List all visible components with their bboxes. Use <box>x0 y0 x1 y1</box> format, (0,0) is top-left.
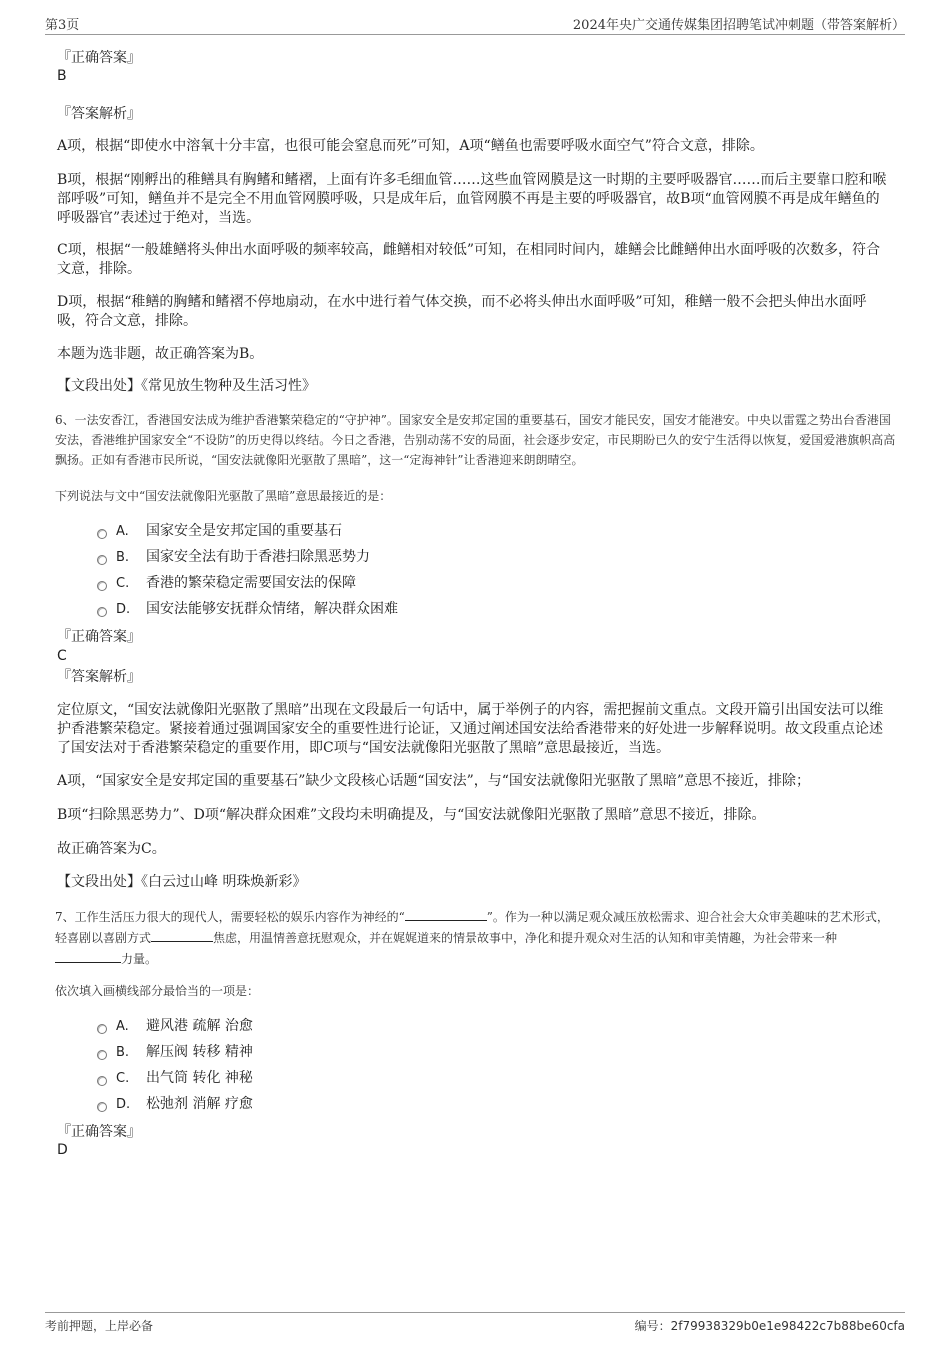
q5-source: 【文段出处】《常见放生物种及生活习性》 <box>57 378 316 394</box>
q5-analysis-c: C项，根据“一般雄鳝将头伸出水面呼吸的频率较高，雌鳝相对较低”可知，在相同时间内，雄鳝会比雌鳝伸出水面呼吸的次数多，符合文意，排除。 <box>57 242 881 277</box>
q7-answer-label: 『正确答案』 <box>57 1124 141 1140</box>
blank-1 <box>405 906 487 921</box>
q6-analysis-bd: B项“扫除黑恶势力”、D项“解决群众困难”文段均未明确提及，与“国安法就像阳光驱散了黑暗”意思不接近，排除。 <box>57 807 766 823</box>
q6-analysis-main: 定位原文，“国安法就像阳光驱散了黑暗”出现在文段最后一句话中，属于举例子的内容，需把握前文重点。文段开篇引出国安法可以维护香港繁荣稳定。紧接着通过强调国家安全的重要性进行论证，又通过阐述国安法给香港带来的好处进一步解释说明。故文段重点论述了国安法对于香港繁荣稳定的重要作用，即C项与“国安法就像阳光驱散了黑暗”意思最接近，当选。 <box>57 702 884 756</box>
radio-icon[interactable] <box>97 581 107 591</box>
q5-analysis-a: A项，根据“即使水中溶氧十分丰富，也很可能会窒息而死”可知，A项“鳝鱼也需要呼吸水面空气”符合文意，排除。 <box>57 138 764 154</box>
q5-conclusion: 本题为选非题，故正确答案为B。 <box>57 346 264 362</box>
q6-option-c[interactable]: C. 香港的繁荣稳定需要国安法的保障 <box>97 574 356 593</box>
radio-icon[interactable] <box>97 1076 107 1086</box>
radio-icon[interactable] <box>97 555 107 565</box>
blank-3 <box>55 948 121 963</box>
radio-icon[interactable] <box>97 529 107 539</box>
q7-question: 依次填入画横线部分最恰当的一项是： <box>55 984 260 998</box>
radio-icon[interactable] <box>97 607 107 617</box>
q5-analysis-label: 『答案解析』 <box>57 106 141 122</box>
q6-analysis-label: 『答案解析』 <box>57 669 141 685</box>
document-title: 2024年央广交通传媒集团招聘笔试冲刺题（带答案解析） <box>572 18 905 33</box>
q6-answer-label: 『正确答案』 <box>57 629 141 645</box>
blank-2 <box>151 927 213 942</box>
q6-source: 【文段出处】《白云过山峰 明珠焕新彩》 <box>57 874 307 890</box>
q6-option-d[interactable]: D. 国安法能够安抚群众情绪，解决群众困难 <box>97 600 398 619</box>
document-code: 编号：2f79938329b0e1e98422c7b88be60cfa <box>634 1319 905 1333</box>
radio-icon[interactable] <box>97 1024 107 1034</box>
q6-option-b[interactable]: B. 国家安全法有助于香港扫除黑恶势力 <box>97 548 370 567</box>
q7-option-b[interactable]: B. 解压阀 转移 精神 <box>97 1043 253 1062</box>
q7-option-a[interactable]: A. 避风港 疏解 治愈 <box>97 1017 253 1036</box>
q6-passage: 6、一法安香江，香港国安法成为维护香港繁荣稳定的“守护神”。国家安全是安邦定国的重要基石，国安才能民安，国安才能港安。中央以雷霆之势出台香港国安法，香港维护国家安全“不设防”的历史得以终结。今日之香港，告别动荡不安的局面，社会逐步安定，市民期盼已久的安宁生活得以恢复，爱国爱港旗帜高高飘扬。正如有香港市民所说，“国安法就像阳光驱散了黑暗”，这一“定海神针”让香港迎来朗朗晴空。 <box>55 413 896 467</box>
radio-icon[interactable] <box>97 1102 107 1112</box>
footer-slogan: 考前押题，上岸必备 <box>45 1319 154 1333</box>
q7-option-d[interactable]: D. 松弛剂 消解 疗愈 <box>97 1095 253 1114</box>
q5-answer-label: 『正确答案』 <box>57 50 141 66</box>
page-header <box>45 14 905 35</box>
q6-question: 下列说法与文中“国安法就像阳光驱散了黑暗”意思最接近的是： <box>55 489 392 503</box>
page-number: 第3页 <box>45 18 80 33</box>
q7-passage: 7、工作生活压力很大的现代人，需要轻松的娱乐内容作为神经的“ ”。作为一种以满足观众减压放松需求、迎合社会大众审美趣味的艺术形式，轻喜剧以喜剧方式 焦虑，用温情善意抚慰观众，并在娓娓道来的情景故事中，净化和提升观众对生活的认知和审美情趣，为社会带来一种力量。 <box>55 906 900 969</box>
q5-analysis-d: D项，根据“稚鳝的胸鳍和鳍褶不停地扇动，在水中进行着气体交换，而不必将头伸出水面呼吸”可知，稚鳝一般不会把头伸出水面呼吸，符合文意，排除。 <box>57 294 867 329</box>
q6-conclusion: 故正确答案为C。 <box>57 841 166 857</box>
q6-option-a[interactable]: A. 国家安全是安邦定国的重要基石 <box>97 522 342 541</box>
q7-option-c[interactable]: C. 出气筒 转化 神秘 <box>97 1069 253 1088</box>
q5-analysis-b: B项，根据“刚孵出的稚鳝具有胸鳍和鳍褶，上面有许多毛细血管……这些血管网膜是这一时期的主要呼吸器官……而后主要靠口腔和喉部呼吸”可知，鳝鱼并不是完全不用血管网膜呼吸，只是成年后，血管网膜不再是主要的呼吸器官，故B项“血管网膜不再是成年鳝鱼的呼吸器官”表述过于绝对，当选。 <box>57 172 887 226</box>
page-footer <box>45 1312 905 1333</box>
q5-answer: B <box>57 68 67 84</box>
radio-icon[interactable] <box>97 1050 107 1060</box>
q6-answer: C <box>57 648 67 664</box>
q6-analysis-a: A项，“国家安全是安邦定国的重要基石”缺少文段核心话题“国安法”，与“国安法就像阳光驱散了黑暗”意思不接近，排除； <box>57 773 811 789</box>
q7-answer: D <box>57 1142 68 1158</box>
